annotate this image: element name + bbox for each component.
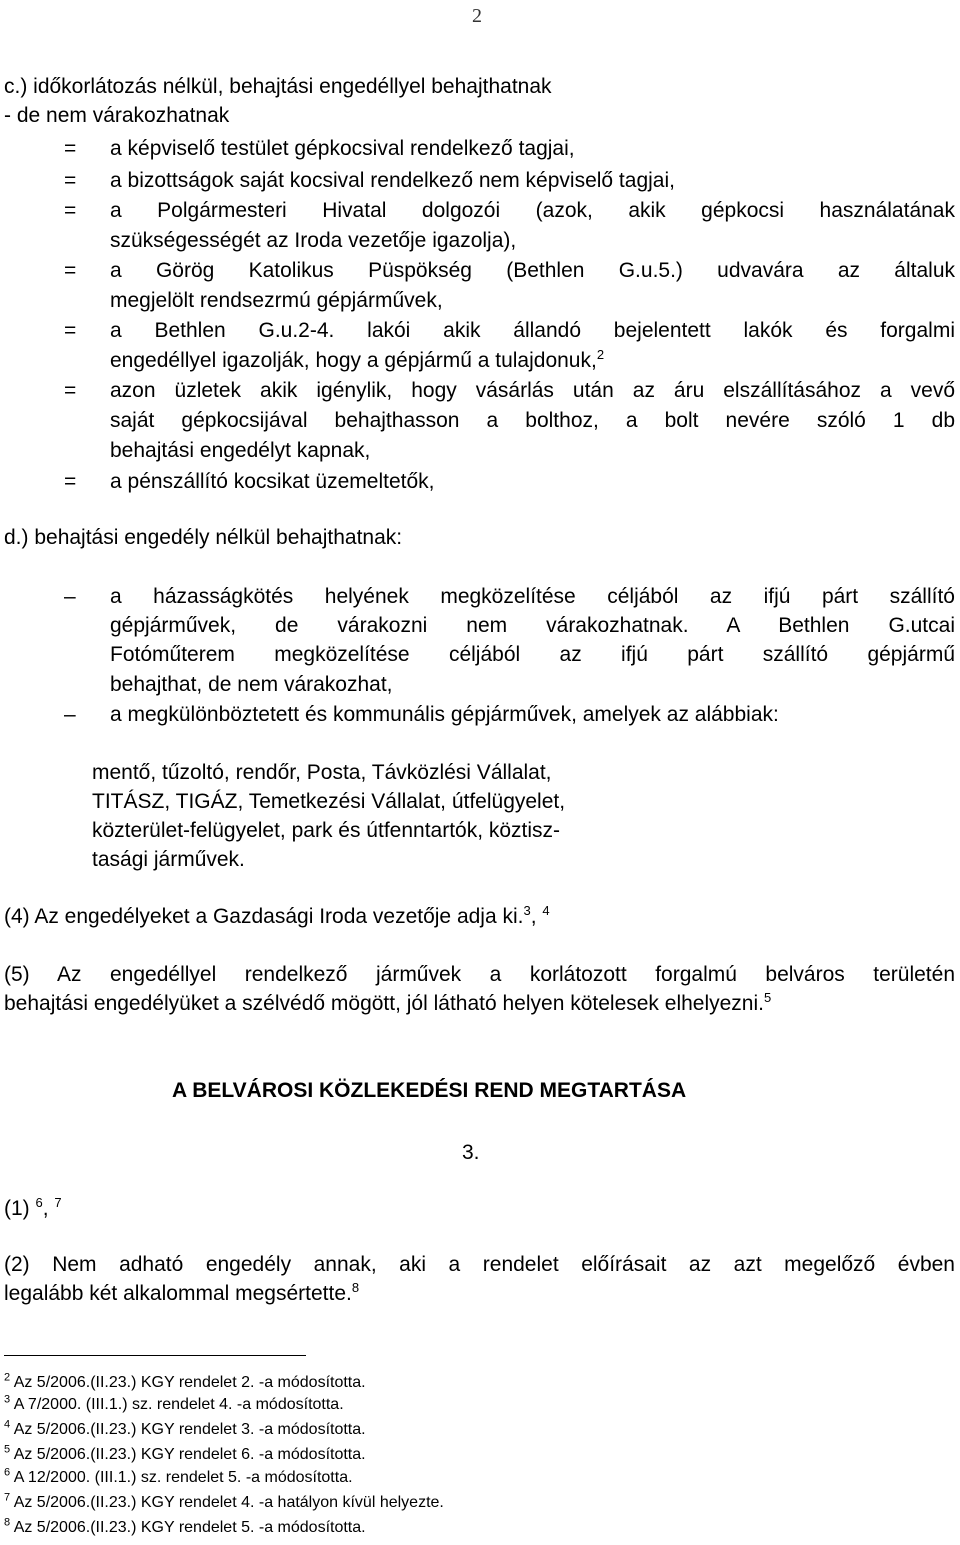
vehicle-list-line: közterület-felügyelet, park és útfenntartók, köztisz-	[92, 819, 561, 842]
paragraph-5: (5) Az engedéllyel rendelkező járművek a korlátozott forgalmú belváros területén	[4, 963, 955, 986]
bullet-symbol: =	[64, 379, 77, 402]
footnote: $^4$ Az 5/2006.(II.23.) KGY rendelet 3. -a módosította.	[4, 1418, 366, 1438]
page-number: 2	[472, 5, 482, 27]
vehicle-list-line: TITÁSZ, TIGÁZ, Temetkezési Vállalat, útfelügyelet,	[92, 790, 566, 813]
list-item: a pénszállító kocsikat üzemeltetők,	[110, 470, 435, 493]
footnote-divider	[4, 1355, 306, 1356]
section-c-heading: c.) időkorlátozás nélkül, behajtási engedéllyel behajthatnak	[4, 75, 552, 98]
list-item-continued: saját gépkocsijával behajthasson a bolthoz, a bolt nevére szóló 1 db	[110, 409, 955, 432]
vehicle-list-line: tasági járművek.	[92, 848, 245, 871]
list-item-continued: gépjárművek, de várakozni nem várakozhatnak. A Bethlen G.utcai	[110, 614, 955, 637]
bullet-symbol: =	[64, 199, 77, 222]
bullet-symbol: =	[64, 319, 77, 342]
section-heading: A BELVÁROSI KÖZLEKEDÉSI REND MEGTARTÁSA	[172, 1079, 687, 1102]
footnote: $^7$ Az 5/2006.(II.23.) KGY rendelet 4. -a hatályon kívül helyezte.	[4, 1491, 444, 1511]
footnote-ref: 2	[596, 347, 605, 362]
vehicle-list-line: mentő, tűzoltó, rendőr, Posta, Távközlési Vállalat,	[92, 761, 552, 784]
paragraph-1: (1) $^6$, $^7$	[4, 1195, 62, 1220]
footnote: $^3$ A 7/2000. (III.1.) sz. rendelet 4. -a módosította.	[4, 1393, 344, 1413]
list-item: a Polgármesteri Hivatal dolgozói (azok, akik gépkocsi használatának	[110, 199, 955, 222]
paragraph-4: (4) Az engedélyeket a Gazdasági Iroda vezetője adja ki.$^3$, $^4$	[4, 903, 550, 928]
list-item: a Görög Katolikus Püspökség (Bethlen G.u.5.) udvavára az általuk	[110, 259, 955, 282]
list-item-continued: behajtási engedélyt kapnak,	[110, 439, 371, 462]
paragraph-5-continued: behajtási engedélyüket a szélvédő mögött, jól látható helyen kötelesek elhelyezni.$^5$	[4, 990, 772, 1015]
section-number: 3.	[462, 1141, 480, 1164]
list-item-continued: megjelölt rendsezrmú gépjárművek,	[110, 289, 443, 312]
list-item: azon üzletek akik igénylik, hogy vásárlás után az áru elszállításához a vevő	[110, 379, 955, 402]
footnote: $^8$ Az 5/2006.(II.23.) KGY rendelet 5. -a módosította.	[4, 1516, 366, 1536]
footnote-ref: 5	[764, 990, 772, 1005]
bullet-symbol: =	[64, 259, 77, 282]
footnote-ref: 4	[542, 903, 550, 918]
dash-symbol: –	[64, 585, 76, 608]
footnote-ref: 8	[351, 1280, 360, 1295]
list-item-continued: szükségességét az Iroda vezetője igazolja),	[110, 229, 517, 252]
footnote-ref: 7	[54, 1195, 62, 1210]
dash-symbol: –	[64, 703, 76, 726]
bullet-symbol: =	[64, 137, 77, 160]
bullet-symbol: =	[64, 169, 77, 192]
footnote: $^6$ A 12/2000. (III.1.) sz. rendelet 5. -a módosította.	[4, 1466, 353, 1486]
list-item-continued: behajthat, de nem várakozhat,	[110, 673, 393, 696]
list-item: a bizottságok saját kocsival rendelkező nem képviselő tagjai,	[110, 169, 675, 192]
paragraph-2: (2) Nem adható engedély annak, aki a rendelet előírásait az azt megelőző évben	[4, 1253, 955, 1276]
list-item: a megkülönböztetett és kommunális gépjárművek, amelyek az alábbiak:	[110, 703, 779, 726]
list-item: a Bethlen G.u.2-4. lakói akik állandó bejelentett lakók és forgalmi	[110, 319, 955, 342]
footnote-ref: 3	[523, 903, 531, 918]
footnote: $^5$ Az 5/2006.(II.23.) KGY rendelet 6. -a módosította.	[4, 1443, 366, 1463]
list-item-continued: engedéllyel igazolják, hogy a gépjármű a tulajdonuk,$^2$	[110, 347, 605, 372]
bullet-symbol: =	[64, 470, 77, 493]
section-c-subheading: - de nem várakozhatnak	[4, 104, 230, 127]
footnote: $^2$ Az 5/2006.(II.23.) KGY rendelet 2. -a módosította.	[4, 1371, 366, 1391]
list-item: a házasságkötés helyének megközelítése céljából az ifjú párt szállító	[110, 585, 955, 608]
section-d-heading: d.) behajtási engedély nélkül behajthatnak:	[4, 526, 403, 549]
footnote-ref: 6	[35, 1195, 43, 1210]
paragraph-2-continued: legalább két alkalommal megsértette.$^8$	[4, 1280, 360, 1305]
list-item: a képviselő testület gépkocsival rendelkező tagjai,	[110, 137, 575, 160]
list-item-continued: Fotóműterem megközelítése céljából az ifjú párt szállító gépjármű	[110, 643, 955, 666]
